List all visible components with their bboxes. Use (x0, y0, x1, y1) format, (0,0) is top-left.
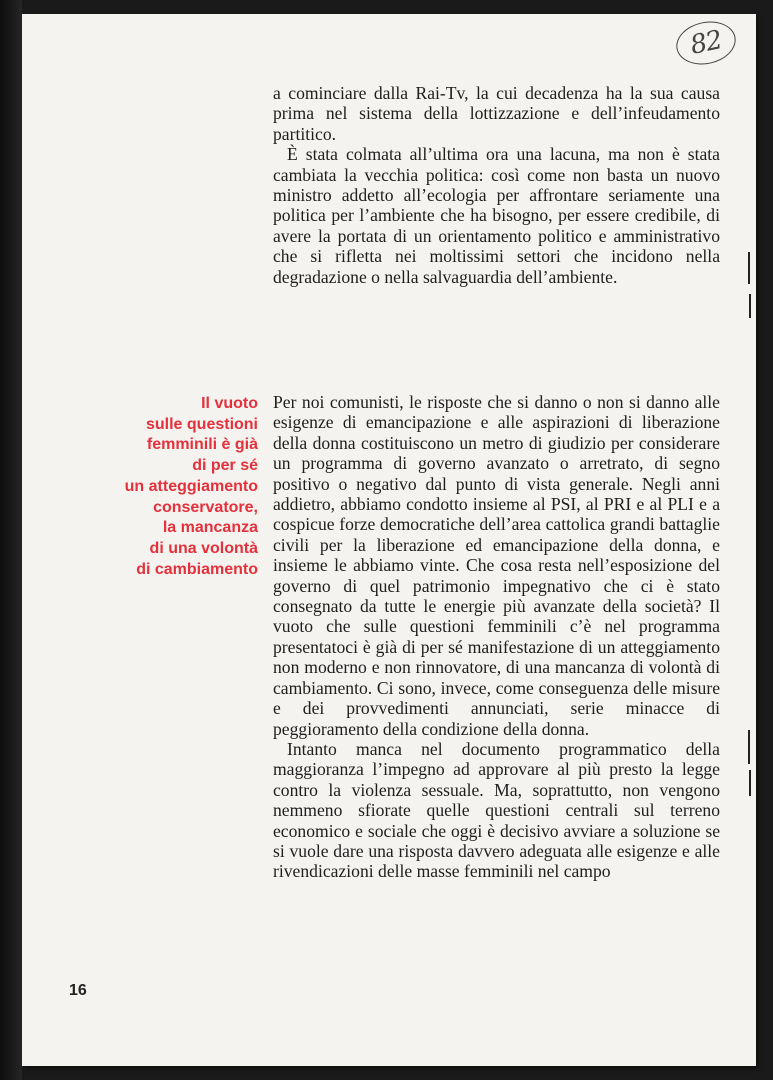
text-column-bottom (273, 392, 720, 882)
pull-quote-line: di una volontà (149, 539, 258, 557)
pull-quote-line: di cambiamento (136, 560, 258, 578)
pull-quote-line: un atteggiamento (124, 477, 258, 495)
pull-quote-line: sulle questioni (145, 415, 258, 433)
handwritten-page-annotation: 82 (672, 16, 739, 70)
paragraph: a cominciare dalla Rai-Tv, la cui decadenza ha la sua causa prima nel sistema della lottizzazione e dell’infeudamento partitico. (273, 83, 720, 144)
margin-mark (749, 294, 751, 318)
margin-mark (749, 770, 751, 796)
text-column-top (273, 83, 720, 287)
pull-quote-line: femminili è già (146, 436, 258, 454)
pull-quote-line: la mancanza (162, 519, 258, 537)
pull-quote-line: di per sé (192, 457, 258, 475)
document-page (22, 14, 756, 1066)
pull-quote-line: conservatore, (153, 498, 258, 516)
pull-quote-line: Il vuoto (201, 395, 258, 412)
margin-pull-quote (74, 394, 258, 580)
margin-mark (748, 252, 750, 284)
paragraph: È stata colmata all’ultima ora una lacuna, ma non è stata cambiata la vecchia politica: così come non basta un nuovo ministro addetto all’ecologia per affrontare seriamente una politica per l’ambiente che ha bisogno, per essere credibile, di avere la portata di un orientamento politico e amministrativo che si rifletta nei moltissimi settori che incidono nella degradazione o nella salvaguardia dell’ambiente. (273, 144, 720, 287)
page-number: 16 (69, 982, 87, 999)
margin-mark (748, 730, 750, 764)
scan-border (0, 0, 22, 1080)
paragraph: Intanto manca nel documento programmatico della maggioranza l’impegno ad approvare al più presto la legge contro la violenza sessuale. Ma, soprattutto, non vengono nemmeno sfiorate quelle questioni centrali sul terreno economico e sociale che oggi è decisivo avviare a soluzione se si vuole dare una risposta davvero adeguata alle esigenze e alle rivendicazioni delle masse femminili nel campo (273, 738, 720, 882)
paragraph: Per noi comunisti, le risposte che si danno o non si danno alle esigenze di emancipazione e alle aspirazioni di liberazione della donna costituiscono un metro di giudizio per considerare un programma di governo avanzato o arretrato, di segno positivo o negativo dal punto di vista generale. Negli anni addietro, abbiamo condotto insieme al PSI, al PRI e al PLI e a cospicue forze democratiche dell’area cattolica grandi battaglie civili per la liberazione ed emancipazione della donna, e insieme le abbiamo vinte. Che cosa resta nell’esposizione del governo di quel patrimonio impegnativo che ci è stato consegnato da tutte le energie più avanzate della società? Il vuoto che sulle questioni femminili c’è nel programma presentatoci è già di per sé manifestazione di un atteggiamento non moderno e non rinnovatore, di una mancanza di volontà di cambiamento. Ci sono, invece, come conseguenza delle misure e dei provvedimenti annunciati, serie minacce di peggioramento della condizione della donna. (273, 392, 720, 739)
